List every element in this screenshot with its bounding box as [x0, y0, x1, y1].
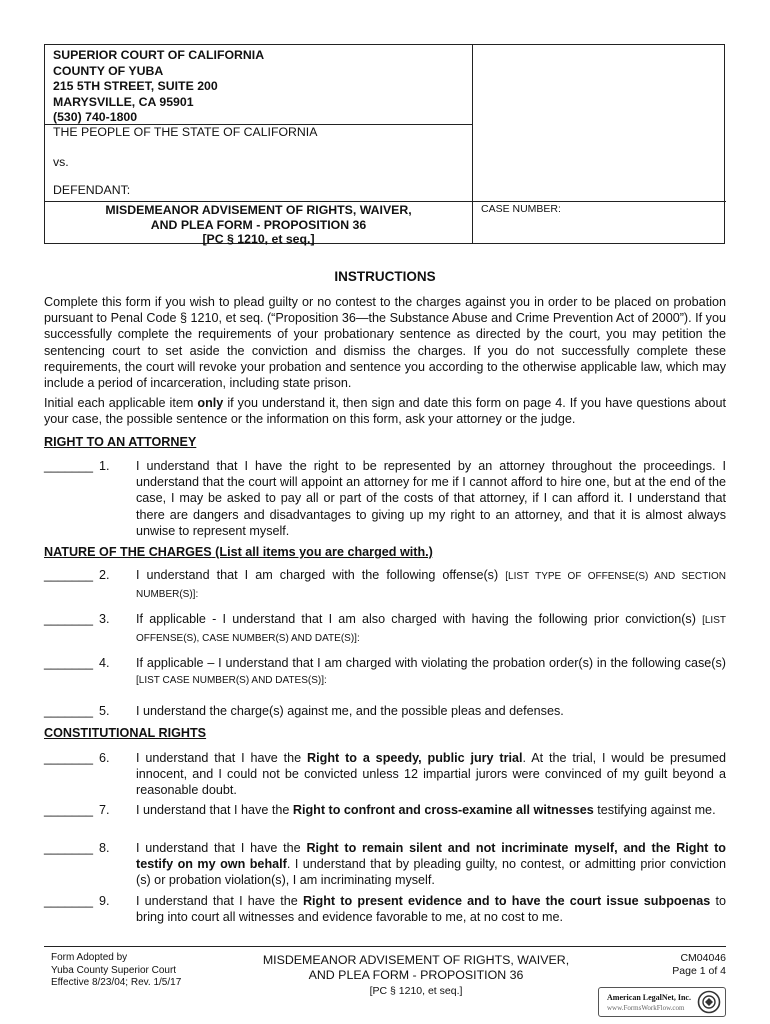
- item-text: I understand that I have the right to be represented by an attorney throughout the proceedings. I understand that the court will appoint an attorney for me if I cannot afford to hire one, but at the end of the case, I may be asked to pay all or part of the costs of that attorney, if I can afford it. I understand that there are dangers and disadvantages to giving up my right to an attorney, and that it is almost always unwise to represent myself.: [136, 459, 726, 538]
- right-title: Right to remain silent and not incriminate myself, and the Right to testify on my own behalf: [136, 841, 726, 872]
- footer-form-code: [618, 952, 726, 978]
- case-number-label: CASE NUMBER:: [481, 203, 561, 215]
- footer-rule: [44, 946, 726, 947]
- instructions-heading: INSTRUCTIONS: [334, 269, 436, 284]
- initial-blank[interactable]: _______: [44, 459, 94, 473]
- item-text: I understand the charge(s) against me, and the possible pleas and defenses.: [136, 704, 564, 718]
- section-constitutional-rights: CONSTITUTIONAL RIGHTS: [44, 726, 207, 740]
- item-instruction-note: [LIST OFFENSE(S), CASE NUMBER(S) AND DATE(S)]:: [136, 615, 726, 645]
- plaintiff-label: THE PEOPLE OF THE STATE OF CALIFORNIA: [53, 125, 318, 139]
- court-street: 215 5TH STREET, SUITE 200: [53, 79, 218, 94]
- publisher-logo-icon: [697, 990, 721, 1014]
- initial-blank[interactable]: _______: [44, 704, 94, 718]
- initial-blank[interactable]: _______: [44, 656, 94, 670]
- caption-divider-vertical: [472, 45, 473, 243]
- right-title: Right to present evidence and to have the court issue subpoenas: [302, 894, 711, 908]
- publisher-name: American LegalNet, Inc.: [607, 993, 691, 1002]
- instructions-paragraph-2: Initial each applicable item only if you understand it, then sign and date this form on page 4. If you have questions about your case, the possible sentence or the information on this form, ask your attorney or the judge.: [44, 396, 726, 427]
- item-number: 9.: [99, 894, 110, 908]
- item-text: I understand that I have the Right to confront and cross-examine all witnesses testifying against me.: [136, 803, 716, 817]
- court-phone: (530) 740-1800: [53, 110, 138, 125]
- publisher-badge[interactable]: [598, 987, 726, 1017]
- court-address: [53, 48, 264, 126]
- footer-form-citation: [PC § 1210, et seq.]: [369, 985, 463, 997]
- form-title: [45, 203, 472, 247]
- form-title-line: AND PLEA FORM - PROPOSITION 36: [150, 217, 367, 232]
- right-title: Right to confront and cross-examine all witnesses: [292, 803, 594, 817]
- footer-form-title: MISDEMEANOR ADVISEMENT OF RIGHTS, WAIVER, AND PLEA FORM - PROPOSITION 36: [262, 953, 570, 983]
- item-text: I understand that I have the Right to a speedy, public jury trial. At the trial, I would be presumed innocent, and I could not be convicted unless 12 impartial jurors were convinced of my guilt beyond a reasonable doubt.: [136, 751, 726, 798]
- item-number: 4.: [99, 656, 110, 670]
- item-9: [44, 893, 726, 927]
- item-number: 3.: [99, 612, 110, 626]
- initial-blank[interactable]: _______: [44, 841, 94, 855]
- item-number: 6.: [99, 751, 110, 765]
- item-text: If applicable – I understand that I am charged with violating the probation order(s) in the following case(s) [LIST CASE NUMBER(S) AND DATES(S)]:: [136, 656, 726, 687]
- court-county: COUNTY OF YUBA: [53, 63, 164, 78]
- initial-blank[interactable]: _______: [44, 894, 94, 908]
- item-1: [44, 458, 726, 540]
- initial-blank[interactable]: _______: [44, 803, 94, 817]
- initial-blank[interactable]: _______: [44, 568, 94, 582]
- item-3: [44, 611, 726, 645]
- item-5: [44, 703, 726, 721]
- page-number: Page 1 of 4: [672, 965, 726, 977]
- item-6: [44, 750, 726, 800]
- section-note: (List all items you are charged with.): [211, 545, 433, 559]
- item-4: [44, 655, 726, 689]
- form-title-line: [PC § 1210, et seq.]: [202, 232, 315, 247]
- emphasis-only: only: [197, 396, 224, 410]
- item-text: I understand that I am charged with the following offense(s) [LIST TYPE OF OFFENSE(S) AND SECTION NUMBER(S)]:: [136, 568, 726, 601]
- court-city: MARYSVILLE, CA 95901: [53, 94, 194, 109]
- defendant-label: DEFENDANT:: [53, 183, 131, 197]
- versus-label: vs.: [53, 155, 69, 169]
- initial-blank[interactable]: _______: [44, 751, 94, 765]
- item-number: 1.: [99, 459, 110, 473]
- caption-divider-2: [45, 201, 726, 202]
- section-right-to-attorney: RIGHT TO AN ATTORNEY: [44, 435, 197, 449]
- item-instruction-note: [LIST CASE NUMBER(S) AND DATES(S)]:: [136, 675, 327, 687]
- initial-blank[interactable]: _______: [44, 612, 94, 626]
- instructions-paragraph-1: Complete this form if you wish to plead guilty or no contest to the charges against you in order to be placed on probation pursuant to Penal Code § 1210, et seq. (“Proposition 36—the Substance Abuse and Crime Prevention Act of 2000”). If you successfully complete the requirements of your probationary sentence as directed by the court, you may petition the sentencing court to set aside the conviction and dismiss the charges. If you do not successfully complete these requirements, the court will revoke your probation and sentence you according to the otherwise applicable law, which may include a period of incarceration, including state prison.: [44, 295, 726, 391]
- item-number: 8.: [99, 841, 110, 855]
- footer-adoption-info: Form Adopted by Yuba County Superior Court Effective 8/23/04; Rev. 1/5/17: [51, 952, 182, 988]
- item-7: [44, 802, 726, 836]
- form-title-line: MISDEMEANOR ADVISEMENT OF RIGHTS, WAIVER,: [105, 203, 412, 217]
- section-nature-of-charges: NATURE OF THE CHARGES (List all items you are charged with.): [44, 545, 433, 559]
- item-number: 2.: [99, 568, 110, 582]
- form-code: CM04046: [680, 952, 726, 964]
- item-text: If applicable - I understand that I am also charged with having the following prior conviction(s) [LIST OFFENSE(S), CASE NUMBER(S) AND DATE(S)]:: [136, 612, 726, 645]
- item-number: 7.: [99, 803, 110, 817]
- item-8: [44, 840, 726, 890]
- item-text: I understand that I have the Right to present evidence and to have the court issue subpoenas to bring into court all witnesses and evidence favorable to me, at no cost to me.: [136, 894, 726, 925]
- item-number: 5.: [99, 704, 110, 718]
- item-instruction-note: [LIST TYPE OF OFFENSE(S) AND SECTION NUMBER(S)]:: [136, 571, 726, 601]
- item-2: [44, 567, 726, 601]
- item-text: I understand that I have the Right to remain silent and not incriminate myself, and the Right to testify on my own behalf. I understand that by pleading guilty, no contest, or admitting prior conviction (s) or probation violation(s), I am incriminating myself.: [136, 841, 727, 888]
- publisher-url: www.FormsWorkFlow.com: [607, 1004, 685, 1012]
- court-name: SUPERIOR COURT OF CALIFORNIA: [53, 48, 265, 62]
- caption-box: [44, 44, 725, 247]
- right-title: Right to a speedy, public jury trial: [307, 751, 523, 765]
